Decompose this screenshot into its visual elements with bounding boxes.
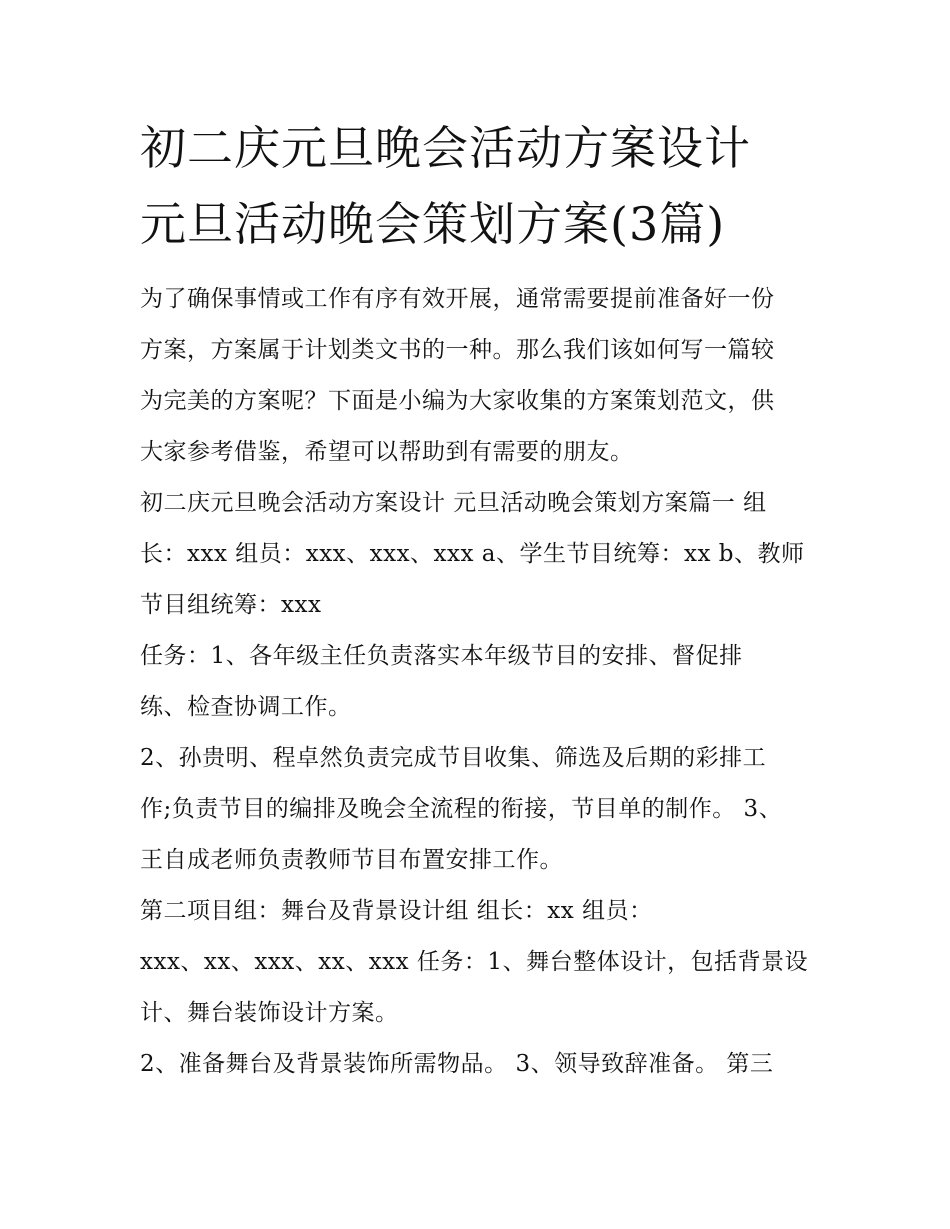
body-text-line: 2、孙贵明、程卓然负责完成节目收集、筛选及后期的彩排工 (140, 745, 767, 771)
body-text-line: 王自成老师负责教师节目布置安排工作。 (140, 847, 563, 873)
document-title-line-1: 初二庆元旦晚会活动方案设计 (140, 121, 751, 175)
body-text-line: 为了确保事情或工作有序有效开展，通常需要提前准备好一份 (140, 286, 775, 312)
body-text-line: 为完美的方案呢？下面是小编为大家收集的方案策划范文，供 (140, 388, 775, 414)
body-text-line: 节目组统筹：xxx (140, 592, 322, 618)
body-text-line: 大家参考借鉴，希望可以帮助到有需要的朋友。 (140, 439, 634, 465)
body-text-line: xxx、xx、xxx、xx、xxx 任务：1、舞台整体设计，包括背景设 (140, 949, 809, 975)
body-text-line: 初二庆元旦晚会活动方案设计 元旦活动晚会策划方案篇一 组 (140, 490, 767, 516)
body-text-line: 计、舞台装饰设计方案。 (140, 1000, 399, 1026)
body-text-line: 练、检查协调工作。 (140, 694, 352, 720)
body-text-line: 长：xxx 组员：xxx、xxx、xxx a、学生节目统筹：xx b、教师 (140, 541, 805, 567)
document-title-line-2: 元旦活动晚会策划方案(3篇) (140, 197, 726, 251)
body-text-line: 作;负责节目的编排及晚会全流程的衔接，节目单的制作。 3、 (140, 796, 783, 822)
body-text-line: 任务：1、各年级主任负责落实本年级节目的安排、督促排 (140, 643, 743, 669)
body-text-line: 第二项目组：舞台及背景设计组 组长：xx 组员： (140, 898, 653, 924)
body-text-line: 方案，方案属于计划类文书的一种。那么我们该如何写一篇较 (140, 337, 775, 363)
body-text-line: 2、准备舞台及背景装饰所需物品。 3、领导致辞准备。 第三 (140, 1051, 774, 1077)
